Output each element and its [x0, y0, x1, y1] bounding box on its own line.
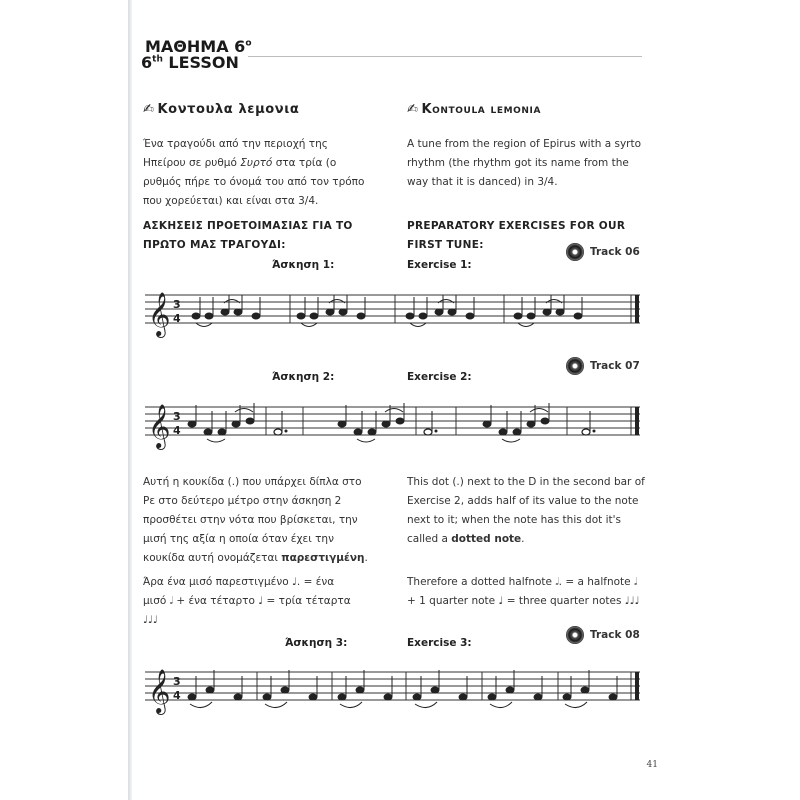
dotted-note-greek: Αυτή η κουκίδα (.) που υπάρχει δίπλα στο Ρε στο δεύτερο μέτρο στην άσκηση 2 προσθέτει στην νότα που βρίσκεται, την μισή της αξία η οποία όταν έχει την κουκίδα αυτή ονομάζεται παρεστιγμένη. — [143, 476, 368, 564]
quill-pen-icon: ✍ — [143, 102, 155, 117]
track-06-indicator: Track 06 — [566, 243, 640, 261]
exercise-1-staff — [140, 285, 645, 345]
equation-english: Therefore a dotted halfnote 𝅗𝅥. = a halfnote 𝅗𝅥 + 1 quarter note ♩ = three quarter notes ♩♩♩ — [407, 576, 640, 607]
book-binding-margin — [0, 0, 128, 800]
track-07-indicator: Track 07 — [566, 357, 640, 375]
exercise-2-staff — [140, 397, 645, 457]
title-divider — [248, 56, 642, 57]
prep-heading-greek: ΑΣΚΗΣΕΙΣ ΠΡΟΕΤΟΙΜΑΣΙΑΣ ΓΙΑ ΤΟ ΠΡΩΤΟ ΜΑΣ ΤΡΑΓΟΥΔΙ: — [143, 220, 353, 251]
exercise-3-staff — [140, 662, 645, 722]
treble-clef-icon: 𝄞 — [148, 292, 171, 336]
dotted-note-english: This dot (.) next to the D in the second bar of Exercise 2, adds half of its value to the note next to it; when the note has this dot it's called a dotted note. — [407, 476, 645, 545]
time-sig-bottom: 4 — [173, 689, 181, 702]
treble-clef-icon: 𝄞 — [148, 669, 171, 713]
cd-icon — [566, 626, 584, 644]
exercise-1-label-english: Exercise 1: — [407, 259, 472, 271]
exercise-3-label-english: Exercise 3: — [407, 637, 472, 649]
page-number: 41 — [646, 760, 658, 770]
time-sig-top: 3 — [173, 298, 181, 311]
quill-pen-icon: ✍ — [407, 102, 419, 117]
treble-clef-icon: 𝄞 — [148, 404, 171, 448]
intro-greek: Ένα τραγούδι από την περιοχή της Ηπείρου σε ρυθμό Συρτό στα τρία (ο ρυθμός πήρε το όνομά του από τον τρόπο που χορεύεται) και είναι στα 3/4. — [143, 138, 365, 207]
time-sig-top: 3 — [173, 675, 181, 688]
time-sig-bottom: 4 — [173, 424, 181, 437]
song-title-greek: ✍ Κοντουλα λεμονια — [143, 102, 300, 117]
exercise-3-label-greek: Άσκηση 3: — [285, 637, 348, 649]
cd-icon — [566, 357, 584, 375]
staff-lines — [145, 295, 640, 323]
intro-english: A tune from the region of Epirus with a syrto rhythm (the rhythm got its name from the way that it is danced) in 3/4. — [407, 138, 642, 188]
exercise-2-label-english: Exercise 2: — [407, 371, 472, 383]
lesson-title-english: 6th LESSON — [141, 53, 239, 72]
prep-heading-english: PREPARATORY EXERCISES FOR OUR FIRST TUNE: — [407, 220, 626, 251]
equation-greek: Άρα ένα μισό παρεστιγμένο ♩. = ένα μισό 𝅗𝅥 + ένα τέταρτο ♩ = τρία τέταρτα ♩♩♩ — [143, 576, 351, 626]
exercise-2-label-greek: Άσκηση 2: — [272, 371, 335, 383]
lesson-title-greek: ΜΑΘΗΜΑ $6^o$ — [145, 37, 252, 56]
cd-icon — [566, 243, 584, 261]
song-title-english: ✍ Kontoula lemonia — [407, 102, 542, 117]
track-08-indicator: Track 08 — [566, 626, 640, 644]
time-sig-bottom: 4 — [173, 312, 181, 325]
time-sig-top: 3 — [173, 410, 181, 423]
exercise-1-label-greek: Άσκηση 1: — [272, 259, 335, 271]
